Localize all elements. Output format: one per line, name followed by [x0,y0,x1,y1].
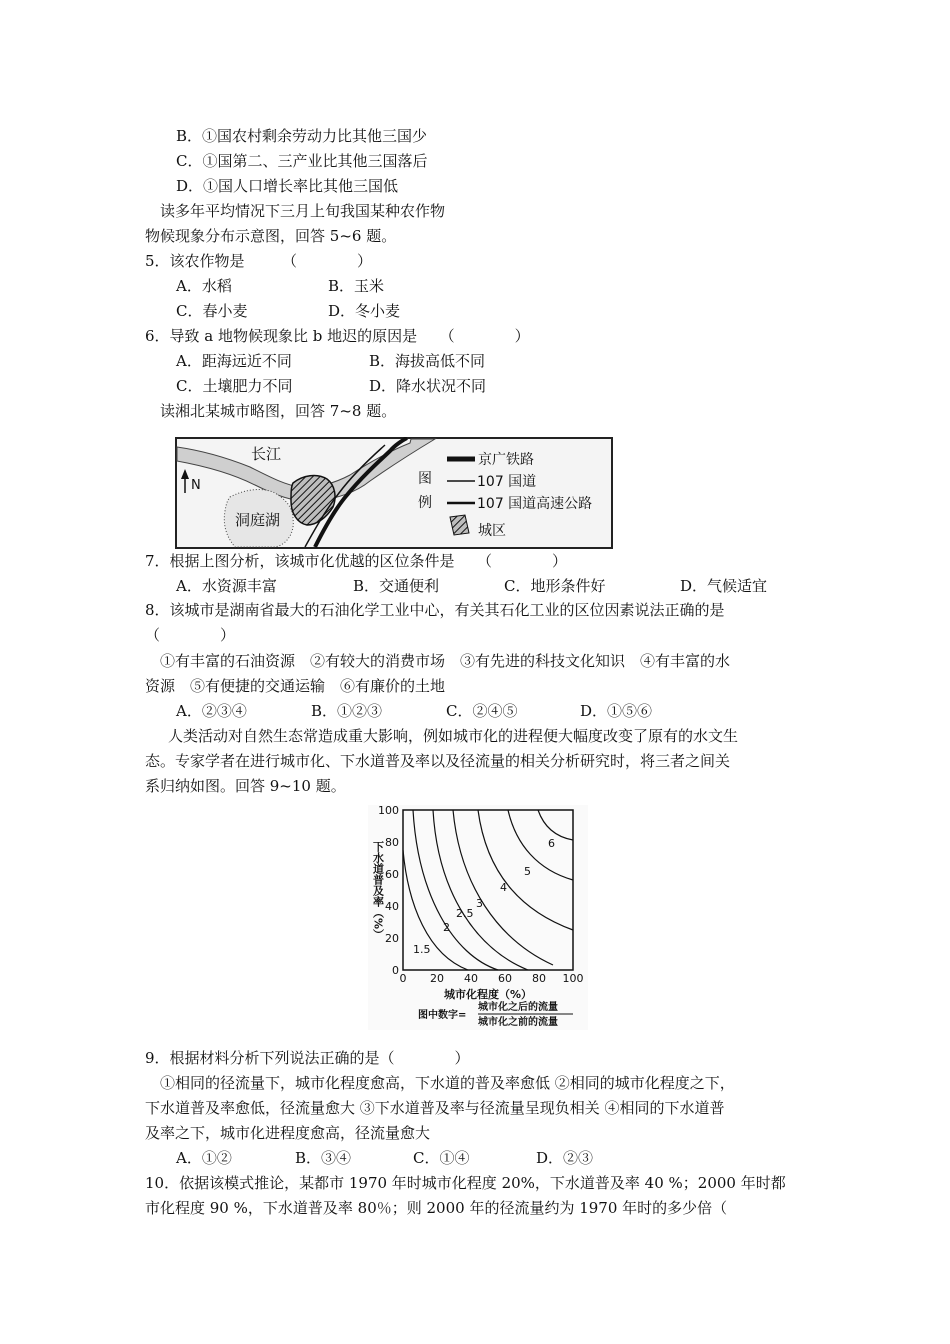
q9-items-line2: 下水道普及率愈低，径流量愈大 ③下水道普及率与径流量呈现负相关 ④相同的下水道普 [145,1099,725,1117]
q4-option-b: B．①国农村剩余劳动力比其他三国少 [176,127,428,145]
q6-option-b: B．海拔高低不同 [369,352,486,370]
intro-5-6-line2: 物候现象分布示意图，回答 5~6 题。 [145,227,397,245]
q6-option-c: C．土壤肥力不同 [176,377,293,395]
curve-label: 5 [524,865,531,878]
x-tick: 100 [562,972,584,985]
q9-option-c: C．①④ [413,1149,470,1167]
y-tick: 100 [378,805,399,817]
x-tick: 40 [464,972,478,985]
y-tick: 80 [385,836,399,849]
caption-prefix: 图中数字= [418,1010,467,1021]
q8-option-c: C．②④⑤ [446,702,518,720]
y-tick: 0 [392,964,399,977]
north-label: N [191,478,201,493]
y-tick: 60 [385,868,399,881]
q5-option-a: A．水稻 [176,277,232,295]
intro-7-8: 读湘北某城市略图，回答 7~8 题。 [160,402,397,420]
curve-label: 4 [500,881,507,894]
q9-stem: 9．根据材料分析下列说法正确的是（ ） [145,1049,470,1067]
legend-city: 城区 [478,523,506,539]
q9-items-line1: ①相同的径流量下，城市化程度愈高，下水道的普及率愈低 ②相同的城市化程度之下， [160,1074,735,1092]
q5-option-b: B．玉米 [328,277,385,295]
q4-option-c: C．①国第二、三产业比其他三国落后 [176,152,428,170]
x-tick: 60 [498,972,512,985]
q6-option-d: D．降水状况不同 [369,377,487,395]
x-tick: 0 [399,972,407,985]
q5-option-c: C．春小麦 [176,302,248,320]
q8-stem: 8．该城市是湖南省最大的石油化学工业中心，有关其石化工业的区位因素说法正确的是 [145,601,725,619]
curve-label: 2.5 [456,907,474,920]
q8-items-line2: 资源 ⑤有便捷的交通运输 ⑥有廉价的土地 [145,677,446,695]
caption-numerator: 城市化之后的流量 [478,1002,558,1013]
q5-stem: 5．该农作物是 （ ） [145,252,373,270]
y-axis-label: 下水道普及率（%） [371,841,385,941]
q6-stem: 6．导致 a 地物候现象比 b 地迟的原因是 （ ） [145,327,530,345]
x-tick: 20 [430,972,444,985]
q8-option-d: D．①⑤⑥ [580,702,653,720]
intro-9-10-line1: 人类活动对自然生态常造成重大影响，例如城市化的进程便大幅度改变了原有的水文生 [168,727,739,745]
q8-items-line1: ①有丰富的石油资源 ②有较大的消费市场 ③有先进的科技文化知识 ④有丰富的水 [160,652,731,670]
legend-road: 107 国道 [477,474,537,490]
intro-5-6-line1: 读多年平均情况下三月上旬我国某种农作物 [160,202,446,220]
q9-option-b: B．③④ [295,1149,352,1167]
river-label: 长江 [251,445,282,463]
q6-option-a: A．距海远近不同 [176,352,292,370]
q10-line1: 10．依据该模式推论，某都市 1970 年时城市化程度 20%，下水道普及率 40 %；2000 年时都 [145,1174,786,1192]
lake-label: 洞庭湖 [235,511,281,529]
curve-label: 6 [548,837,555,850]
legend-title-1: 图 [418,471,432,487]
q9-items-line3: 及率之下，城市化进程度愈高，径流量愈大 [145,1124,431,1142]
q10-line2: 市化程度 90 %，下水道普及率 80％；则 2000 年的径流量约为 1970 年时的多少倍（ [145,1199,728,1217]
curve-label: 1.5 [413,943,431,956]
q5-option-d: D．冬小麦 [328,302,401,320]
intro-9-10-line3: 系归纳如图。回答 9~10 题。 [145,777,346,795]
q8-paren: （ ） [145,626,236,644]
q7-option-c: C．地形条件好 [504,577,606,595]
q7-option-d: D．气候适宜 [680,577,768,595]
y-tick: 40 [385,900,399,913]
q9-option-a: A．①② [176,1149,232,1167]
q7-option-b: B．交通便利 [353,577,440,595]
q7-option-a: A．水资源丰富 [176,577,277,595]
y-tick: 20 [385,932,399,945]
legend-railway: 京广铁路 [478,452,534,468]
x-tick: 80 [532,972,546,985]
curve-label: 3 [476,897,483,910]
legend-highway: 107 国道高速公路 [477,496,593,512]
q9-option-d: D．②③ [536,1149,594,1167]
caption-denominator: 城市化之前的流量 [478,1017,558,1028]
runoff-contour-graph [368,805,588,1030]
curve-label: 2 [443,921,450,934]
q4-option-d: D．①国人口增长率比其他三国低 [176,177,399,195]
legend-city-swatch [450,515,469,535]
q8-option-a: A．②③④ [176,702,247,720]
intro-9-10-line2: 态。专家学者在进行城市化、下水道普及率以及径流量的相关分析研究时，将三者之间关 [145,752,731,770]
x-axis-label: 城市化程度（%） [443,988,533,1001]
legend-title-2: 例 [418,495,432,511]
q7-stem: 7．根据上图分析，该城市化优越的区位条件是 （ ） [145,552,568,570]
city-map-figure [175,437,613,549]
q8-option-b: B．①②③ [311,702,383,720]
